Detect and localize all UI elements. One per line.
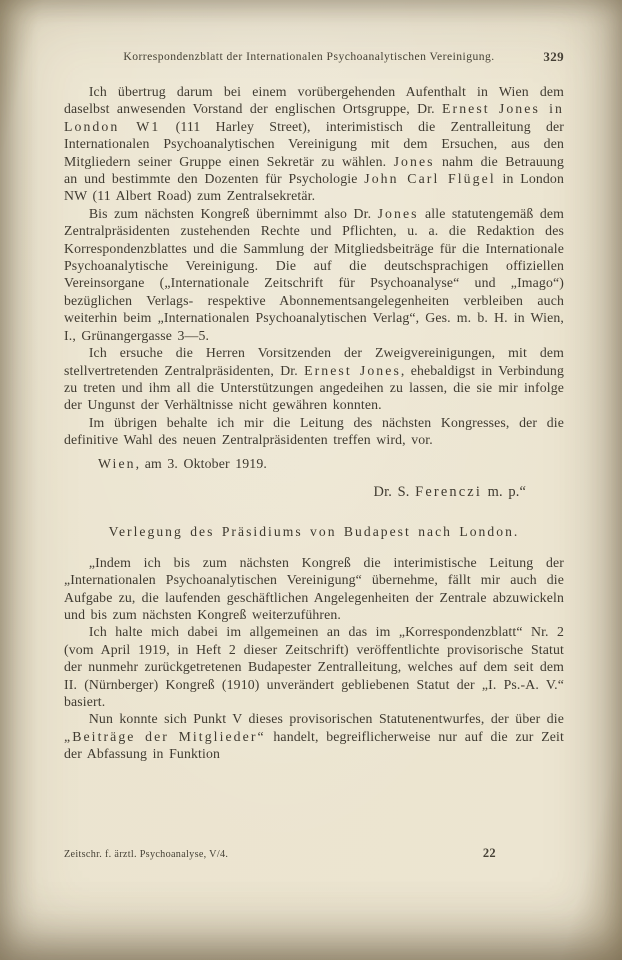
page-body <box>64 83 564 763</box>
text-segment: Wien <box>98 455 136 471</box>
text-segment: Ich ersuche die Herren Vorsitzenden der Zweigvereinigungen, mit dem stellvertretenden Zentralpräsidenten, Dr. <box>64 345 564 378</box>
text-segment: Jones <box>377 205 419 221</box>
text-segment: alle statutengemäß dem Zentralpräsidenten zustehenden Rechte und Pflichten, u. a. die Redaktion des Korrespondenzblattes und die Sammlung der Mitgliedsbeiträge für die Internationale Psychoanalytische Vereinigung. Die auf die deutschsprachigen offiziellen Vereinsorgane („Internationale Zeitschrift für Psychoanalyse“ und „Imago“) bezüglichen Verlags- respektive Abonnementsangelegenheiten verbleiben auch weiterhin beim „Internationalen Psychoanalytischen Verlag“, Ges. m. b. H. in Wien, I., Grünangergasse 3—5. <box>64 205 564 343</box>
text-segment: Ferenczi <box>415 483 482 500</box>
text-segment: John Carl Flügel <box>364 171 496 187</box>
paragraph <box>64 414 564 449</box>
signature-line <box>64 484 564 501</box>
text-segment: m. p.“ <box>482 483 526 500</box>
text-segment: , am 3. Oktober 1919. <box>135 455 267 471</box>
text-segment: „Beiträge der Mitglieder“ <box>64 728 266 744</box>
text-segment: in London NW (11 Albert Road) zum Zentralsekretär. <box>64 171 565 204</box>
text-segment: Ernest Jones in London W1 <box>64 101 564 134</box>
text-segment: Dr. S. <box>373 483 416 500</box>
footer-sheet-number: 22 <box>482 846 496 860</box>
section-heading <box>64 523 564 540</box>
text-segment: Ernest Jones <box>304 362 401 378</box>
footer-journal-ref: Zeitschr. f. ärztl. Psychoanalyse, V/4. <box>64 849 229 860</box>
text-segment: Im übrigen behalte ich mir die Leitung des nächsten Kongresses, der die definitive Wahl des neuen Zentralpräsidenten treffen wird, vor. <box>64 414 564 448</box>
page-footer <box>64 846 564 861</box>
date-line <box>64 455 564 472</box>
text-segment: handelt, begreiflicherweise nur auf die zur Zeit der Abfassung in Funktion <box>64 728 564 762</box>
header-title: Korrespondenzblatt der Internationalen Psychoanalytischen Vereinigung. <box>123 50 495 63</box>
paragraph <box>64 344 564 414</box>
text-segment: (111 Harley Street), interimistisch die Zentralleitung der Internationalen Psychoanalytischen Vereinigung mit dem Ersuchen, aus den Mitgliedern seiner Gruppe einen Sekretär zu wählen. <box>64 118 565 169</box>
text-segment: Nun konnte sich Punkt V dieses provisorischen Statutenentwurfes, der über die <box>88 711 564 727</box>
header-page-number: 329 <box>543 49 564 64</box>
paragraph <box>64 554 564 624</box>
paragraph <box>64 710 564 762</box>
text-segment: „Indem ich bis zum nächsten Kongreß die interimistische Leitung der „Internationalen Psychoanalytischen Vereinigung“ übernehme, fällt mir auch die Aufgabe zu, die laufenden geschäftlichen Angelegenheiten der Zentrale abzuwickeln und bis zum nächsten Kongreß weiterzuführen. <box>64 554 564 622</box>
text-segment: Bis zum nächsten Kongreß übernimmt also Dr. <box>88 205 378 221</box>
paragraph <box>64 83 564 205</box>
text-segment: Ich halte mich dabei im allgemeinen an das im „Korrespondenzblatt“ Nr. 2 (vom April 1919, in Heft 2 dieser Zeitschrift) veröffentlichte provisorische Statut der nunmehr zurückgetretenen Budapester Zentralleitung, welches auf dem seit dem II. (Nürnberger) Kongreß (1910) unverändert gebliebenen Statut der „I. Ps.-A. V.“ basiert. <box>64 624 564 709</box>
text-segment: Verlegung des Präsidiums von Budapest nach London. <box>108 524 520 540</box>
text-segment: Jones <box>393 153 435 169</box>
text-segment: , ehebaldigst in Verbindung zu treten und ihm all die Unterstützungen angedeihen zu lassen, die sie mir infolge der Ungunst der Verhältnisse nicht gewähren konnten. <box>64 362 564 413</box>
page-header <box>64 50 564 63</box>
paragraph <box>64 623 564 710</box>
paragraph <box>64 205 564 344</box>
text-segment: nahm die Betrauung an und bestimmte den Dozenten für Psychologie <box>64 153 564 187</box>
text-segment: Ich übertrug darum bei einem vorübergehenden Aufenthalt in Wien dem daselbst anwesenden Vorstand der englischen Ortsgruppe, Dr. <box>64 84 564 117</box>
